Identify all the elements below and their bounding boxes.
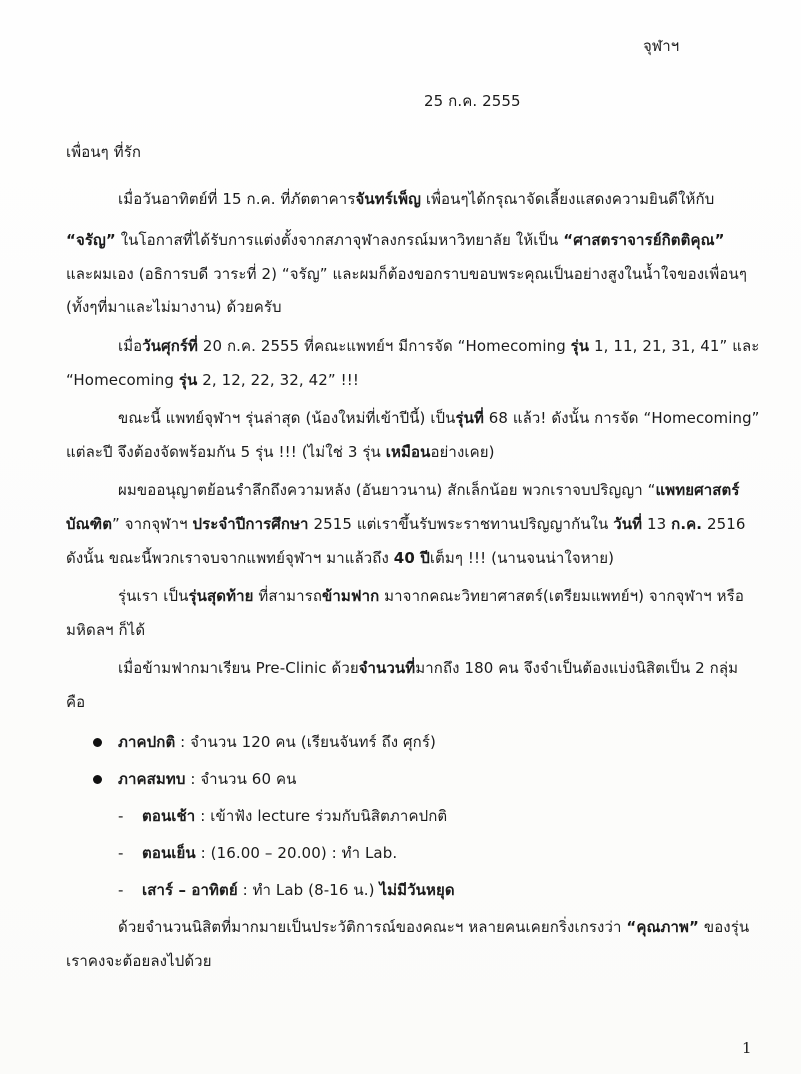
bold-run: ประจำปีการศึกษา [192, 515, 309, 533]
sub-item [142, 880, 455, 900]
text-run: 2516 [702, 515, 746, 533]
text-run: 1, 11, 21, 31, 41” และ [589, 337, 760, 355]
paragraph-7-line-2: เราคงจะต้อยลงไปด้วย [66, 952, 212, 970]
sub-item [142, 806, 447, 826]
text-run: เพื่อนๆได้กรุณาจัดเลี้ยงแสดงความยินดีให้กับ [420, 190, 715, 208]
paragraph-1-line-1 [118, 189, 714, 209]
paragraph-4-line-2 [66, 514, 746, 534]
bold-run: “จรัญ” [66, 231, 116, 249]
paragraph-5-line-1 [118, 586, 744, 606]
text-run: 2515 แต่เราขึ้นรับพระราชทานปริญญากันใน [308, 515, 614, 533]
text-run: 20 ก.ค. 2555 ที่คณะแพทย์ฯ มีการจัด “Homecoming [197, 337, 571, 355]
text-run: ดังนั้น ขณะนี้พวกเราจบจากแพทย์จุฬาฯ มาแล้วถึง [66, 549, 394, 567]
bullet-item [118, 769, 296, 789]
text-run: มากถึง 180 คน จึงจำเป็นต้องแบ่งนิสิตเป็น 2 กลุ่ม [415, 659, 739, 677]
bold-run: แพทยศาสตร์ [655, 481, 740, 499]
bold-run: จำนวนที่ [358, 659, 416, 677]
paragraph-1-line-4: (ทั้งๆที่มาและไม่มางาน) ด้วยครับ [66, 298, 282, 316]
paragraph-3-line-1 [118, 408, 760, 428]
text-run: อย่างเคย) [430, 443, 495, 461]
text-run: 2, 12, 22, 32, 42” !!! [197, 371, 360, 389]
text-run: 13 [642, 515, 672, 533]
sub-item-label: ตอนเย็น [142, 844, 196, 862]
paragraph-1-line-3: และผมเอง (อธิการบดี วาระที่ 2) “จรัญ” และผมก็ต้องขอกราบขอบพระคุณเป็นอย่างสูงในน้ำใจของเพื่อนๆ [66, 265, 747, 283]
paragraph-6-line-1 [118, 658, 738, 678]
bold-run: ก.ค. [671, 515, 703, 533]
bold-run: ข้ามฟาก [322, 587, 380, 605]
text-run: ขณะนี้ แพทย์จุฬาฯ รุ่นล่าสุด (น้องใหม่ที่เข้าปีนี้) เป็น [118, 409, 456, 427]
bold-run: จันทร์เพ็ญ [355, 190, 421, 208]
bold-run: รุ่น [178, 371, 198, 389]
bold-run: รุ่นสุดท้าย [188, 587, 254, 605]
bold-run: วันที่ [613, 515, 643, 533]
text-run: แต่ละปี จึงต้องจัดพร้อมกัน 5 รุ่น !!! (ไม่ใช่ 3 รุ่น [66, 443, 386, 461]
sub-item [142, 843, 397, 863]
paragraph-2-line-1 [118, 336, 759, 356]
sub-item-text: : ทำ Lab (8-16 น.) [237, 881, 380, 899]
paragraph-2-line-2 [66, 370, 359, 390]
page-number: 1 [742, 1039, 752, 1057]
text-run: ในโอกาสที่ได้รับการแต่งตั้งจากสภาจุฬาลงกรณ์มหาวิทยาลัย ให้เป็น [115, 231, 564, 249]
text-run: ของรุ่น [698, 918, 750, 936]
bullet-dot [93, 775, 102, 784]
salutation: เพื่อนๆ ที่รัก [66, 143, 142, 161]
sub-item-text: : (16.00 – 20.00) : ทำ Lab. [195, 844, 398, 862]
bold-run: เหมือน [385, 443, 431, 461]
bullet-label: ภาคสมทบ [118, 770, 186, 788]
paragraph-6-line-2: คือ [66, 693, 86, 711]
bold-run: รุ่น [570, 337, 590, 355]
paragraph-4-line-3 [66, 548, 614, 568]
text-run: เมื่อ [118, 337, 143, 355]
text-run: ที่สามารถ [253, 587, 322, 605]
paragraph-4-line-1 [118, 480, 740, 500]
sub-item-tail: ไม่มีวันหยุด [379, 881, 455, 899]
bullet-text: : จำนวน 60 คน [185, 770, 297, 788]
text-run: เมื่อวันอาทิตย์ที่ 15 ก.ค. ที่ภัตตาคาร [118, 190, 356, 208]
bold-run: บัณฑิต [66, 515, 113, 533]
sub-item-dash: - [118, 807, 124, 825]
bullet-text: : จำนวน 120 คน (เรียนจันทร์ ถึง ศุกร์) [175, 733, 436, 751]
bold-run: 40 ปี [393, 549, 430, 567]
bold-run: “คุณภาพ” [626, 918, 699, 936]
paragraph-1-line-2 [66, 230, 725, 250]
text-run: มาจากคณะวิทยาศาสตร์(เตรียมแพทย์ฯ) จากจุฬาฯ หรือ [379, 587, 744, 605]
letter-date: 25 ก.ค. 2555 [424, 92, 521, 110]
sub-item-text: : เข้าฟัง lecture ร่วมกับนิสิตภาคปกติ [195, 807, 448, 825]
bold-run: รุ่นที่ [455, 409, 484, 427]
text-run: ผมขออนุญาตย้อนรำลึกถึงความหลัง (อันยาวนาน) สักเล็กน้อย พวกเราจบปริญญา “ [118, 481, 656, 499]
sub-item-dash: - [118, 844, 124, 862]
text-run: รุ่นเรา เป็น [118, 587, 189, 605]
text-run: ” จากจุฬาฯ [112, 515, 193, 533]
bullet-label: ภาคปกติ [118, 733, 176, 751]
bold-run: วันศุกร์ที่ [142, 337, 198, 355]
bullet-item [118, 732, 436, 752]
sub-item-label: ตอนเช้า [142, 807, 196, 825]
header-org: จุฬาฯ [643, 37, 680, 55]
text-run: 68 แล้ว! ดังนั้น การจัด “Homecoming” [483, 409, 760, 427]
bullet-dot [93, 738, 102, 747]
paragraph-7-line-1 [118, 917, 749, 937]
paragraph-5-line-2: มหิดลฯ ก็ได้ [66, 621, 146, 639]
sub-item-dash: - [118, 881, 124, 899]
text-run: เมื่อข้ามฟากมาเรียน Pre-Clinic ด้วย [118, 659, 359, 677]
text-run: “Homecoming [66, 371, 179, 389]
text-run: เต็มๆ !!! (นานจนน่าใจหาย) [429, 549, 615, 567]
text-run: ด้วยจำนวนนิสิตที่มากมายเป็นประวัติการณ์ของคณะฯ หลายคนเคยกริ่งเกรงว่า [118, 918, 627, 936]
bold-run: “ศาสตราจารย์กิตติคุณ” [563, 231, 725, 249]
paragraph-3-line-2 [66, 442, 495, 462]
sub-item-label: เสาร์ – อาทิตย์ [142, 881, 238, 899]
